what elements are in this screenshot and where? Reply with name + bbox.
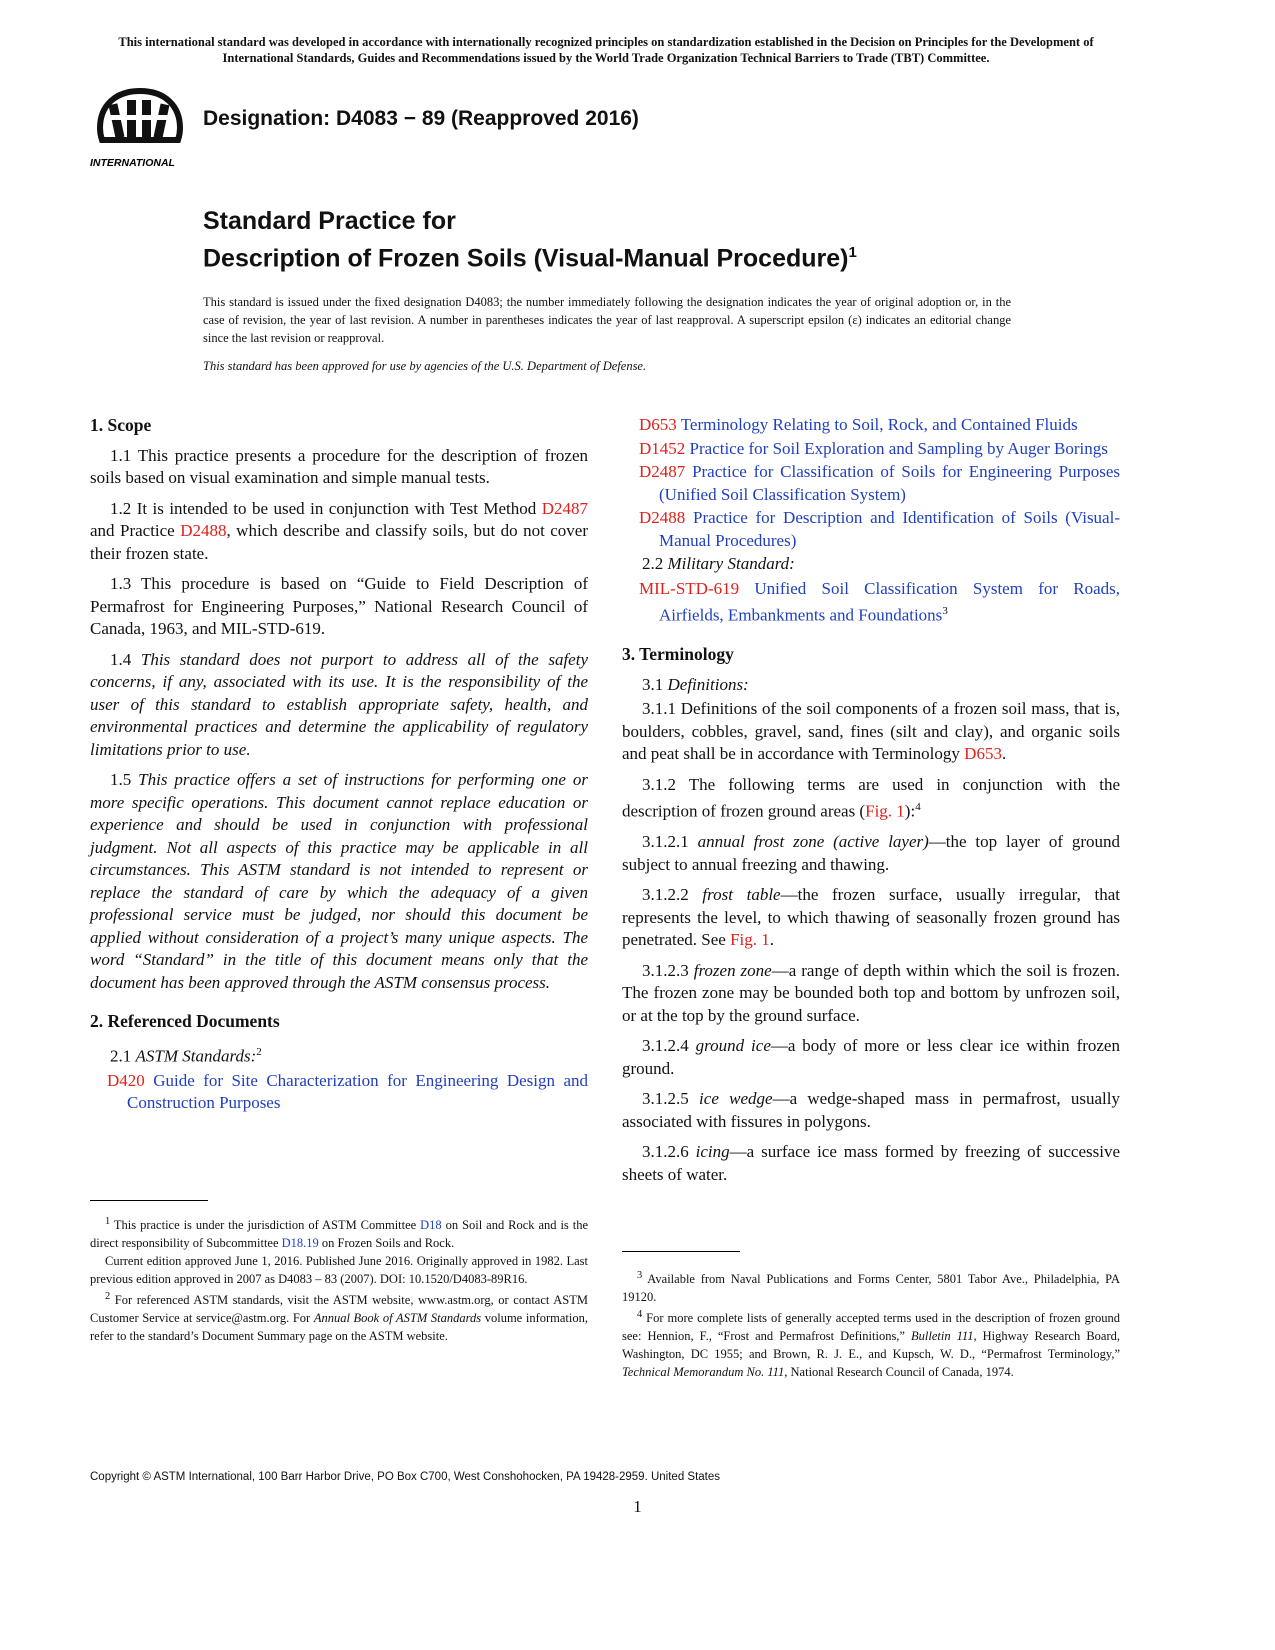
page-number: 1 — [633, 1497, 642, 1516]
logo-subtitle: INTERNATIONAL — [90, 157, 175, 169]
footnote-rule-left — [90, 1200, 208, 1201]
ref-link-d2488[interactable]: D2488 — [180, 521, 227, 540]
footnote-3: $^3$ Available from Naval Publications and Forms Center, 5801 Tabor Ave., Philadelphia, PA 19120. — [622, 1270, 1120, 1305]
def-ice-wedge: 3.1.2.5 ice wedge—a wedge-shaped mass in permafrost, usually associated with fissures in polygons. — [622, 1089, 1121, 1131]
section-2-heading: 2. Referenced Documents — [90, 1011, 280, 1031]
link-d18[interactable]: D18 — [420, 1218, 442, 1233]
left-column — [90, 414, 588, 1116]
document-title — [203, 205, 857, 274]
para-3-1-1: 3.1.1 Definitions of the soil components of a frozen soil mass, that is, boulders, cobbles, gravel, sand, fines (silt and clay), and organic soils and peat shall be in accordance with Terminology D653. — [622, 699, 1120, 764]
title-line-1: Standard Practice for — [203, 207, 456, 235]
footnote-1: $^1$ This practice is under the jurisdiction of ASTM Committee D18 on Soil and Rock and is the direct responsibility of Subcommittee D18.19 on Frozen Soils and Rock. — [90, 1216, 588, 1251]
def-icing: 3.1.2.6 icing—a surface ice mass formed by freezing of successive sheets of water. — [622, 1142, 1120, 1184]
ref-item-d2488[interactable]: D2488 Practice for Description and Identification of Soils (Visual-Manual Procedures) — [639, 508, 1120, 550]
ref-item-d2487[interactable]: D2487 Practice for Classification of Soils for Engineering Purposes (Unified Soil Classification System) — [639, 462, 1121, 504]
ref-item-d1452[interactable]: D1452 Practice for Soil Exploration and Sampling by Auger Borings — [639, 438, 1108, 458]
title-footnote-marker: 1 — [848, 244, 857, 261]
def-annual-frost-zone: 3.1.2.1 annual frost zone (active layer)—the top layer of ground subject to annual freezing and thawing. — [622, 832, 1121, 874]
astm-logo — [90, 88, 190, 170]
para-3-1: 3.1 Definitions: — [642, 674, 749, 694]
international-standard-notice: This international standard was developed in accordance with internationally recognized principles on standardization established in the Decision on Principles for the Development of International Standards, Guides and Recommendations issued by the World Trade Organization Technical Barriers to Trade (TBT) Committee. — [118, 35, 1094, 65]
section-3-heading: 3. Terminology — [622, 644, 734, 665]
para-1-4: 1.4 This standard does not purport to address all of the safety concerns, if any, associated with its use. It is the responsibility of the user of this standard to establish appropriate safety, health, and environmental practices and determine the applicability of regulatory limitations prior to use. — [90, 649, 588, 759]
section-1-heading: 1. Scope — [90, 415, 152, 435]
para-1-2: 1.2 It is intended to be used in conjunction with Test Method D2487 and Practice D2488, which describe and classify soils, but do not cover their frozen state. — [90, 498, 588, 563]
link-d18-19[interactable]: D18.19 — [281, 1236, 319, 1251]
footnotes-right — [622, 1267, 1120, 1381]
ref-item-d653[interactable]: D653 Terminology Relating to Soil, Rock, and Contained Fluids — [639, 415, 1078, 434]
fig-1-link-2[interactable]: Fig. 1 — [730, 930, 770, 950]
designation: Designation: D4083 − 89 (Reapproved 2016) — [203, 107, 639, 130]
para-2-1: 2.1 ASTM Standards:$^2$ — [110, 1045, 262, 1066]
right-column — [622, 414, 1120, 1194]
para-1-1: 1.1 This practice presents a procedure for the description of frozen soils based on visual examination and simple manual tests. — [90, 445, 588, 487]
footnote-4: $^4$ For more complete lists of generally accepted terms used in the description of frozen ground see: Hennion, F., “Frost and Permafrost Definitions,” Bulletin 111, Highway Research Board, Washington, DC 1955; and Brown, R. J. E., and Kupsch, W. D., “Permafrost Terminology,” Technical Memorandum No. 111, National Research Council of Canada, 1974. — [622, 1309, 1121, 1380]
para-3-1-2: 3.1.2 The following terms are used in conjunction with the description of frozen ground areas (Fig. 1):$^4$ — [622, 774, 1120, 821]
fig-1-link[interactable]: Fig. 1 — [865, 801, 905, 821]
para-1-3: 1.3 This procedure is based on “Guide to Field Description of Permafrost for Engineering Purposes,” National Research Council of Canada, 1963, and MIL-STD-619. — [90, 574, 588, 638]
ref-link-d653[interactable]: D653 — [964, 744, 1002, 764]
footnote-2: $^2$ For referenced ASTM standards, visit the ASTM website, www.astm.org, or contact ASTM Customer Service at service@astm.org. For Annual Book of ASTM Standards volume information, refer to the standard’s Document Summary page on the ASTM website. — [90, 1291, 588, 1344]
dod-approval-note: This standard has been approved for use by agencies of the U.S. Department of Defense. — [203, 359, 647, 373]
footnote-rule-right — [622, 1251, 740, 1252]
footnote-1-edition: Current edition approved June 1, 2016. Published June 2016. Originally approved in 1982. Last previous edition approved in 2007 as D4083 – 83 (2007). DOI: 10.1520/D4083-89R16. — [90, 1254, 588, 1287]
ref-item-d420[interactable]: D420 Guide for Site Characterization for Engineering Design and Construction Purposes — [107, 1070, 588, 1113]
issue-note: This standard is issued under the fixed designation D4083; the number immediately following the designation indicates the year of original adoption or, in the case of revision, the year of last revision. A number in parentheses indicates the year of last reapproval. A superscript epsilon (ε) indicates an editorial change since the last revision or reapproval. — [203, 295, 1011, 345]
def-ground-ice: 3.1.2.4 ground ice—a body of more or less clear ice within frozen ground. — [622, 1036, 1120, 1078]
footnotes-left — [90, 1213, 588, 1345]
para-2-2: 2.2 Military Standard: — [642, 554, 795, 573]
title-line-2: Description of Frozen Soils (Visual-Manual Procedure) — [203, 244, 849, 273]
ref-item-mil-std-619[interactable]: MIL-STD-619 Unified Soil Classification System for Roads, Airfields, Embankments and Foundations$^3$ — [639, 578, 1121, 625]
para-1-5: 1.5 This practice offers a set of instructions for performing one or more specific operations. This document cannot replace education or experience and should be used in conjunction with professional judgment. Not all aspects of this practice may be applicable in all circumstances. This ASTM standard is not intended to represent or replace the standard of care by which the adequacy of a given professional service must be judged, nor should this document be applied without consideration of a project’s many unique aspects. The word “Standard” in the title of this document means only that the document has been approved through the ASTM consensus process. — [90, 770, 588, 992]
copyright-notice: Copyright © ASTM International, 100 Barr Harbor Drive, PO Box C700, West Conshohocken, PA 19428-2959. United States — [90, 1471, 721, 1483]
def-frost-table: 3.1.2.2 frost table—the frozen surface, usually irregular, that represents the level, to which thawing of seasonally frozen ground has penetrated. See Fig. 1. — [622, 885, 1121, 950]
def-frozen-zone: 3.1.2.3 frozen zone—a range of depth within which the soil is frozen. The frozen zone may be bounded both top and bottom by unfrozen soil, or at the top by the ground surface. — [622, 960, 1120, 1025]
ref-link-d2487[interactable]: D2487 — [541, 498, 588, 518]
